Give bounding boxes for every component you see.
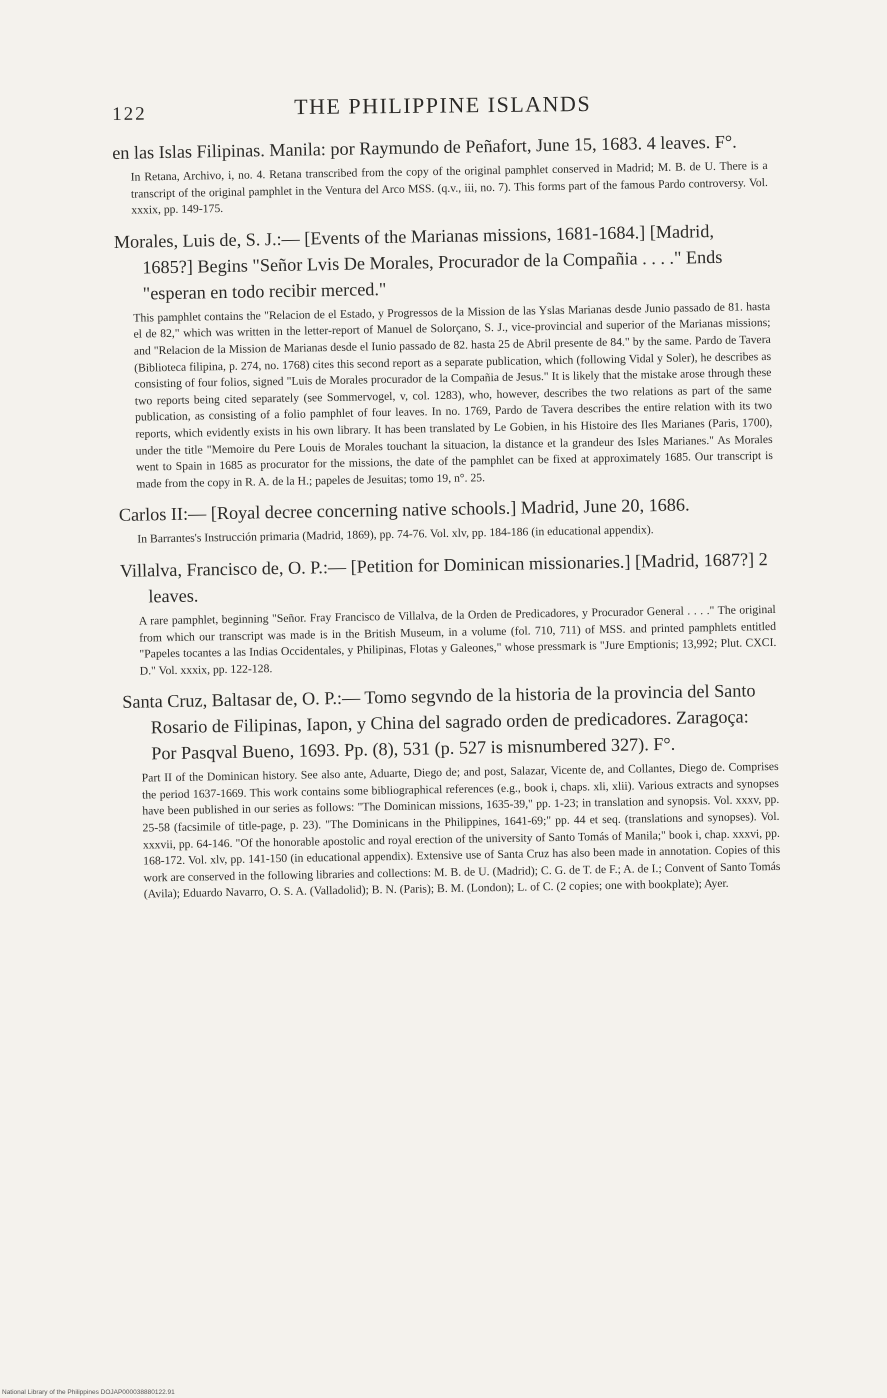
entry-note: A rare pamphlet, beginning "Señor. Fray Francisco de Villalva, de la Orden de Predicadores, y Procurador General . . . ." The original from which our transcript was made is in the British Museum, in a volume (fol. 710, 711) of MSS. and printed pamphlets entitled "Papeles tocantes a las Indias Occidentales, y Philipinas, Flotas y Galeones," whose pressmark is "Jure Emptionis; 13,992; Plut. CXCI. D." Vol. xxxix, pp. 122-128. xyxy=(138,602,777,678)
entry-note: In Retana, Archivo, i, no. 4. Retana transcribed from the copy of the original pamphlet conserved in Madrid; M. B. de U. There is a transcript of the original pamphlet in the Ventura del Arco MSS. (q.v., iii, no. 7). This forms part of the famous Pardo controversy. Vol. xxxix, pp. 149-175. xyxy=(130,158,769,217)
scan-credit: National Library of the Philippines DOJAP000038880122.91 xyxy=(2,1389,175,1396)
entry-heading: Villalva, Francisco de, O. P.:— [Petition for Dominican missionaries.] [Madrid, 1687?] 2 leaves. xyxy=(119,548,768,607)
entry-heading: Santa Cruz, Baltasar de, O. P.:— Tomo segvndo de la historia de la provincia del Santo Rosario de Filipinas, Iapon, y China del sagrado orden de predicadores. Zaragoça: Por Pasqval Bueno, 1693. Pp. (8), 531 (p. 527 is misnumbered 327). F°. xyxy=(122,680,756,764)
entry-note: Part II of the Dominican history. See also ante, Aduarte, Diego de; and post, Salazar, Vicente de, and Collantes, Diego de. Comprises the period 1637-1669. This work contains some bibliographical references (e.g., book i, chaps. xli, xlii). Various extracts and synopses have been published in our series as follows: "The Dominican missions, 1635-39," pp. 1-23; in translation and synopsis. Vol. xxxv, pp. 25-58 (facsimile of title-page, p. 23). "The Dominicans in the Philippines, 1641-69;" pp. 44 et seq. (translations and synopses). Vol. xxxvii, pp. 64-146. "Of the honorable apostolic and royal erection of the university of Santo Tomás of Manila;" book i, chap. xxxvi, pp. 168-172. Vol. xlv, pp. 141-150 (in educational appendix). Extensive use of Santa Cruz has also been made in annotation. Copies of this work are conserved in the following libraries and collections: M. B. de U. (Madrid); C. G. de T. de F.; A. de I.; Convent of Santo Tomás (Avila); Eduardo Navarro, O. S. A. (Valladolid); B. N. (Paris); B. M. (London); L. of C. (2 copies; one with bookplate); Ayer. xyxy=(141,760,781,901)
page-number: 122 xyxy=(112,103,147,125)
entry-heading: Morales, Luis de, S. J.:— [Events of the Marianas missions, 1681-1684.] [Madrid, 1685?] Begins "Señor Lvis De Morales, Procurador de la Compañia . . . ." Ends "esperan en todo recibir merced." xyxy=(113,220,723,304)
entry-heading: Carlos II:— [Royal decree concerning native schools.] Madrid, June 20, 1686. xyxy=(118,494,690,526)
running-head xyxy=(112,89,792,130)
entry-note: This pamphlet contains the "Relacion de el Estado, y Progressos de la Mission de las Yslas Marianas desde Junio passado de 81. hasta el de 82," which was written in the letter-report of Manuel de Solorçano, S. J., vice-provincial and superior of the Marianas missions; and "Relacion de la Mission de Marianas desde el Iunio passado de 82. hasta 25 de Abril presente de 84." by the same. Pardo de Tavera (Biblioteca filipina, p. 274, no. 1768) cites this second report as a separate publication, which (following Vidal y Soler), he describes as consisting of four folios, signed "Luis de Morales procurador de la Compañia de Jesus." It is likely that the mistake arose through these two reports being cited separately (see Sommervogel, v, col. 1283), who, however, describes the two relations as part of the same publication, as consisting of a folio pamphlet of four leaves. In no. 1769, Pardo de Tavera describes the entire relation with its two reports, which evidently exists in his own library. It has been translated by Le Gobien, in his Histoire des Iles Marianes (Paris, 1700), under the title "Memoire du Pere Louis de Morales touchant la situacion, la distance et la grandeur des Isles Marianes." As Morales went to Spain in 1685 as procurator for the missions, the date of the pamphlet can be fixed at approximately 1685. Our transcript is made from the copy in R. A. de la H.; papeles de Jesuitas; tomo 19, n°. 25. xyxy=(133,299,774,491)
entry-heading: en las Islas Filipinas. Manila: por Raymundo de Peñafort, June 15, 1683. 4 leaves. F°. xyxy=(112,131,737,163)
entry-note: In Barrantes's Instrucción primaria (Madrid, 1869), pp. 74-76. Vol. xlv, pp. 184-186 (in educational appendix). xyxy=(137,523,654,546)
running-title: THE PHILIPPINE ISLANDS xyxy=(293,90,592,120)
bibliography-body xyxy=(112,128,781,913)
